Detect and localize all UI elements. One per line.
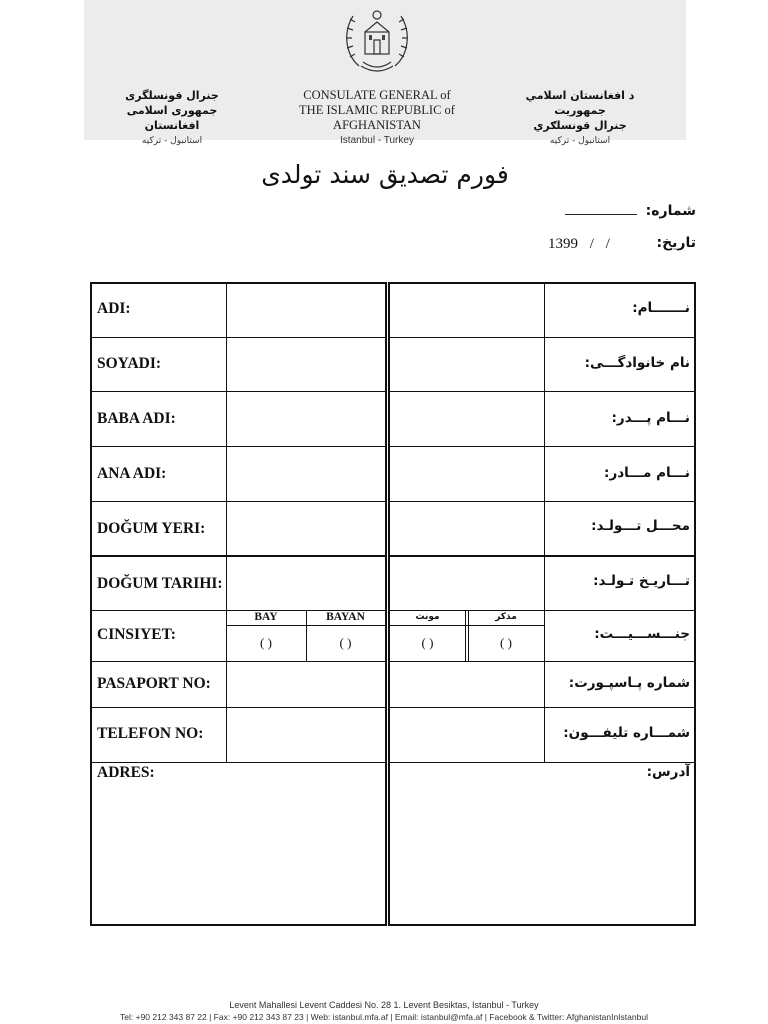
gender-female-fa-header: مونث — [415, 612, 440, 622]
gender-male-fa-checkbox[interactable]: ( ) — [500, 635, 512, 650]
afghanistan-emblem-icon — [339, 2, 415, 80]
passport-input-fa[interactable] — [391, 663, 543, 706]
column-divider — [226, 282, 227, 762]
label-passport-fa: شماره پـاسپـورت: — [568, 675, 690, 691]
gender-female-fa-checkbox[interactable]: ( ) — [421, 635, 434, 650]
number-input-line[interactable] — [565, 200, 637, 215]
column-divider — [544, 282, 545, 762]
gender-bayan-checkbox[interactable]: ( ) — [339, 635, 352, 650]
number-label: شماره: — [645, 203, 696, 219]
address-input-fa[interactable] — [391, 784, 694, 924]
label-soyadi: SOYADI: — [97, 355, 162, 372]
row-divider — [90, 707, 696, 708]
address-input-tr[interactable] — [92, 784, 384, 924]
label-name-fa: نـــــــام: — [632, 300, 690, 316]
row-divider — [90, 391, 696, 392]
label-mother-fa: نـــام مـــادر: — [604, 465, 690, 481]
gender-subheader-line — [390, 625, 544, 626]
label-phone-fa: شمـــاره تلیفـــون: — [563, 725, 690, 741]
birthplace-input-fa[interactable] — [391, 503, 543, 554]
baba-adi-input-tr[interactable] — [228, 393, 384, 445]
center-divider — [385, 282, 390, 926]
gender-bayan-header: BAYAN — [326, 611, 365, 623]
form-title: فورم تصدیق سند تولدی — [261, 160, 509, 189]
letterhead-dari-line1: جنرال قونسلگری — [125, 89, 219, 102]
letterhead-english — [255, 88, 499, 149]
date-label: تاریخ: — [656, 235, 696, 251]
row-divider — [90, 501, 696, 502]
letterhead-pashto-line1: د افغانستان اسلامي جمهوريت — [525, 89, 635, 117]
birthdate-input-tr[interactable] — [228, 558, 384, 609]
label-telefon-no: TELEFON NO: — [97, 725, 204, 742]
adi-input-tr[interactable] — [228, 284, 384, 336]
passport-input-tr[interactable] — [228, 663, 384, 706]
row-divider — [90, 762, 696, 763]
label-birthdate-fa: تـــاریـخ تـولـد: — [593, 573, 690, 589]
letterhead-english-line1: CONSULATE GENERAL of — [303, 88, 451, 102]
label-adres: ADRES: — [97, 764, 155, 781]
label-birthplace-fa: محـــل تـــولـد: — [591, 518, 690, 534]
letterhead-pashto-line2: جنرال قونسلګري — [533, 119, 627, 132]
mother-name-input-fa[interactable] — [391, 448, 543, 500]
row-divider — [90, 555, 696, 557]
soyadi-input-tr[interactable] — [228, 339, 384, 390]
birthdate-input-fa[interactable] — [391, 558, 543, 609]
label-dogum-yeri: DOĞUM YERI: — [97, 520, 206, 537]
row-divider — [90, 661, 696, 662]
letterhead-dari-line3: استانبول - ترکیه — [141, 136, 203, 146]
footer-address: Levent Mahallesi Levent Caddesi No. 28 1. Levent Besiktas, Istanbul - Turkey — [229, 1000, 539, 1010]
letterhead-pashto-line3: استانبول - ترکیه — [549, 136, 611, 146]
row-divider — [90, 337, 696, 338]
gender-divider — [465, 610, 466, 661]
label-pasaport-no: PASAPORT NO: — [97, 675, 211, 692]
letterhead-dari — [112, 88, 232, 149]
label-surname-fa: نام خانوادگـــی: — [584, 355, 690, 371]
row-divider — [90, 610, 696, 611]
label-adi: ADI: — [97, 300, 131, 317]
gender-bay-checkbox[interactable]: ( ) — [260, 635, 272, 650]
birthplace-input-tr[interactable] — [228, 503, 384, 554]
label-gender-fa: جنـــســـیـــت: — [594, 626, 690, 642]
number-row — [565, 200, 696, 219]
father-name-input-fa[interactable] — [391, 393, 543, 445]
label-baba-adi: BABA ADI: — [97, 410, 176, 427]
letterhead-dari-line2: جمهوری اسلامی افغانستان — [126, 104, 218, 132]
surname-input-fa[interactable] — [391, 339, 543, 390]
ana-adi-input-tr[interactable] — [228, 448, 384, 500]
date-value[interactable]: 1399 / / — [548, 236, 610, 252]
gender-male-fa-header: مذکر — [495, 612, 517, 622]
label-father-fa: نـــام پـــدر: — [611, 410, 690, 426]
label-cinsiyet: CINSIYET: — [97, 626, 176, 643]
name-input-fa[interactable] — [391, 284, 543, 336]
letterhead-english-line2: THE ISLAMIC REPUBLIC of AFGHANISTAN — [299, 103, 455, 132]
label-dogum-tarihi: DOĞUM TARIHI: — [97, 575, 223, 592]
phone-input-fa[interactable] — [391, 709, 543, 761]
footer-contacts: Tel: +90 212 343 87 22 | Fax: +90 212 343 87 23 | Web: istanbul.mfa.af | Email: istanbul@mfa.af | Facebook & Twitter: AfghanistanInIstanbul — [120, 1012, 648, 1022]
letterhead-english-line3: Istanbul - Turkey — [340, 135, 414, 146]
letterhead-pashto — [505, 88, 655, 149]
label-address-fa: آدرس: — [646, 764, 690, 780]
phone-input-tr[interactable] — [228, 709, 384, 761]
footer — [0, 1000, 768, 1023]
gender-bay-header: BAY — [254, 611, 278, 623]
row-divider — [90, 446, 696, 447]
label-ana-adi: ANA ADI: — [97, 465, 167, 482]
